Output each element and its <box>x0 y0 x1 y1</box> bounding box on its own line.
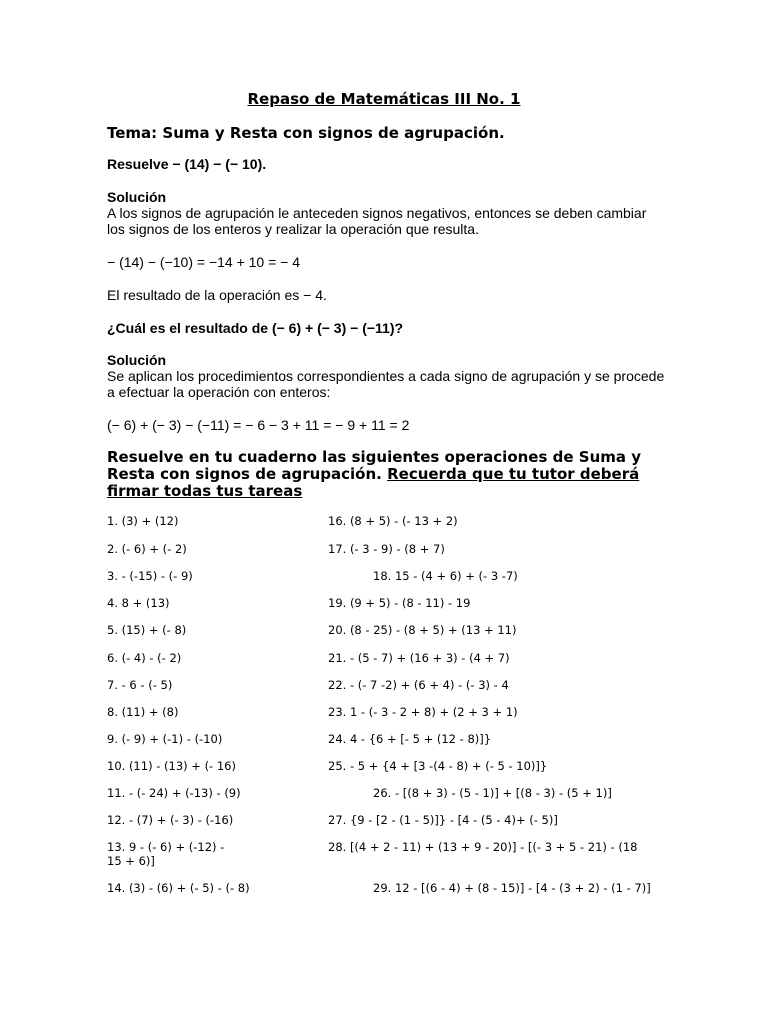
exercise-7: 7. - 6 - (- 5) <box>107 678 173 692</box>
exercise-6: 6. (- 4) - (- 2) <box>107 651 182 665</box>
problem1-solution-label: Solución <box>107 189 167 205</box>
exercise-13: 13. 9 - (- 6) + (-12) - 15 + 6)] <box>107 840 225 868</box>
exercise-8: 8. (11) + (8) <box>107 705 179 719</box>
exercise-21: 21. - (5 - 7) + (16 + 3) - (4 + 7) <box>328 651 510 665</box>
exercise-20: 20. (8 - 25) - (8 + 5) + (13 + 11) <box>328 623 517 637</box>
exercise-16: 16. (8 + 5) - (- 13 + 2) <box>328 514 458 528</box>
problem2-explanation: Se aplican los procedimientos correspondientes a cada signo de agrupación y se procede a efectuar la operación con enteros: <box>107 368 665 400</box>
exercise-19: 19. (9 + 5) - (8 - 11) - 19 <box>328 596 471 610</box>
exercise-3: 3. - (-15) - (- 9) <box>107 569 193 583</box>
exercise-26: 26. - [(8 + 3) - (5 - 1)] + [(8 - 3) - (5 + 1)] <box>373 786 612 800</box>
exercise-2: 2. (- 6) + (- 2) <box>107 542 187 556</box>
exercise-17: 17. (- 3 - 9) - (8 + 7) <box>328 542 445 556</box>
exercise-28: 28. [(4 + 2 - 11) + (13 + 9 - 20)] - [(- 3 + 5 - 21) - (18 <box>328 840 638 854</box>
problem1-equation: − (14) − (−10) = −14 + 10 = − 4 <box>107 254 301 270</box>
instructions-main: Resuelve en tu cuaderno las siguientes operaciones de Suma y Resta con signos de agrupación. <box>107 448 642 483</box>
exercise-9: 9. (- 9) + (-1) - (-10) <box>107 732 223 746</box>
problem2-question: ¿Cuál es el resultado de (− 6) + (− 3) − (−11)? <box>107 320 404 336</box>
exercise-instructions <box>107 449 667 500</box>
exercise-23: 23. 1 - (- 3 - 2 + 8) + (2 + 3 + 1) <box>328 705 518 719</box>
exercise-25: 25. - 5 + {4 + [3 -(4 - 8) + (- 5 - 10)]} <box>328 759 548 773</box>
problem2-equation: (− 6) + (− 3) − (−11) = − 6 − 3 + 11 = − 9 + 11 = 2 <box>107 417 410 433</box>
exercise-1: 1. (3) + (12) <box>107 514 179 528</box>
instructions-underlined: Recuerda que tu tutor deberá firmar todas tus tareas <box>107 465 640 500</box>
problem2-solution-label: Solución <box>107 352 167 368</box>
topic-heading: Tema: Suma y Resta con signos de agrupación. <box>107 124 505 142</box>
exercise-4: 4. 8 + (13) <box>107 596 170 610</box>
exercise-27: 27. {9 - [2 - (1 - 5)]} - [4 - (5 - 4)+ (- 5)] <box>328 813 558 827</box>
exercise-24: 24. 4 - {6 + [- 5 + (12 - 8)]} <box>328 732 492 746</box>
page-title: Repaso de Matemáticas III No. 1 <box>247 90 521 108</box>
exercise-14: 14. (3) - (6) + (- 5) - (- 8) <box>107 881 250 895</box>
exercise-12: 12. - (7) + (- 3) - (-16) <box>107 813 234 827</box>
problem1-question: Resuelve − (14) − (− 10). <box>107 156 267 172</box>
problem1-result: El resultado de la operación es − 4. <box>107 287 327 303</box>
exercise-29: 29. 12 - [(6 - 4) + (8 - 15)] - [4 - (3 + 2) - (1 - 7)] <box>373 881 651 895</box>
problem1-explanation: A los signos de agrupación le anteceden signos negativos, entonces se deben cambiar los signos de los enteros y realizar la operación que resulta. <box>107 205 647 237</box>
exercise-5: 5. (15) + (- 8) <box>107 623 187 637</box>
exercise-10: 10. (11) - (13) + (- 16) <box>107 759 236 773</box>
exercise-18: 18. 15 - (4 + 6) + (- 3 -7) <box>373 569 518 583</box>
exercise-11: 11. - (- 24) + (-13) - (9) <box>107 786 241 800</box>
exercise-22: 22. - (- 7 -2) + (6 + 4) - (- 3) - 4 <box>328 678 509 692</box>
